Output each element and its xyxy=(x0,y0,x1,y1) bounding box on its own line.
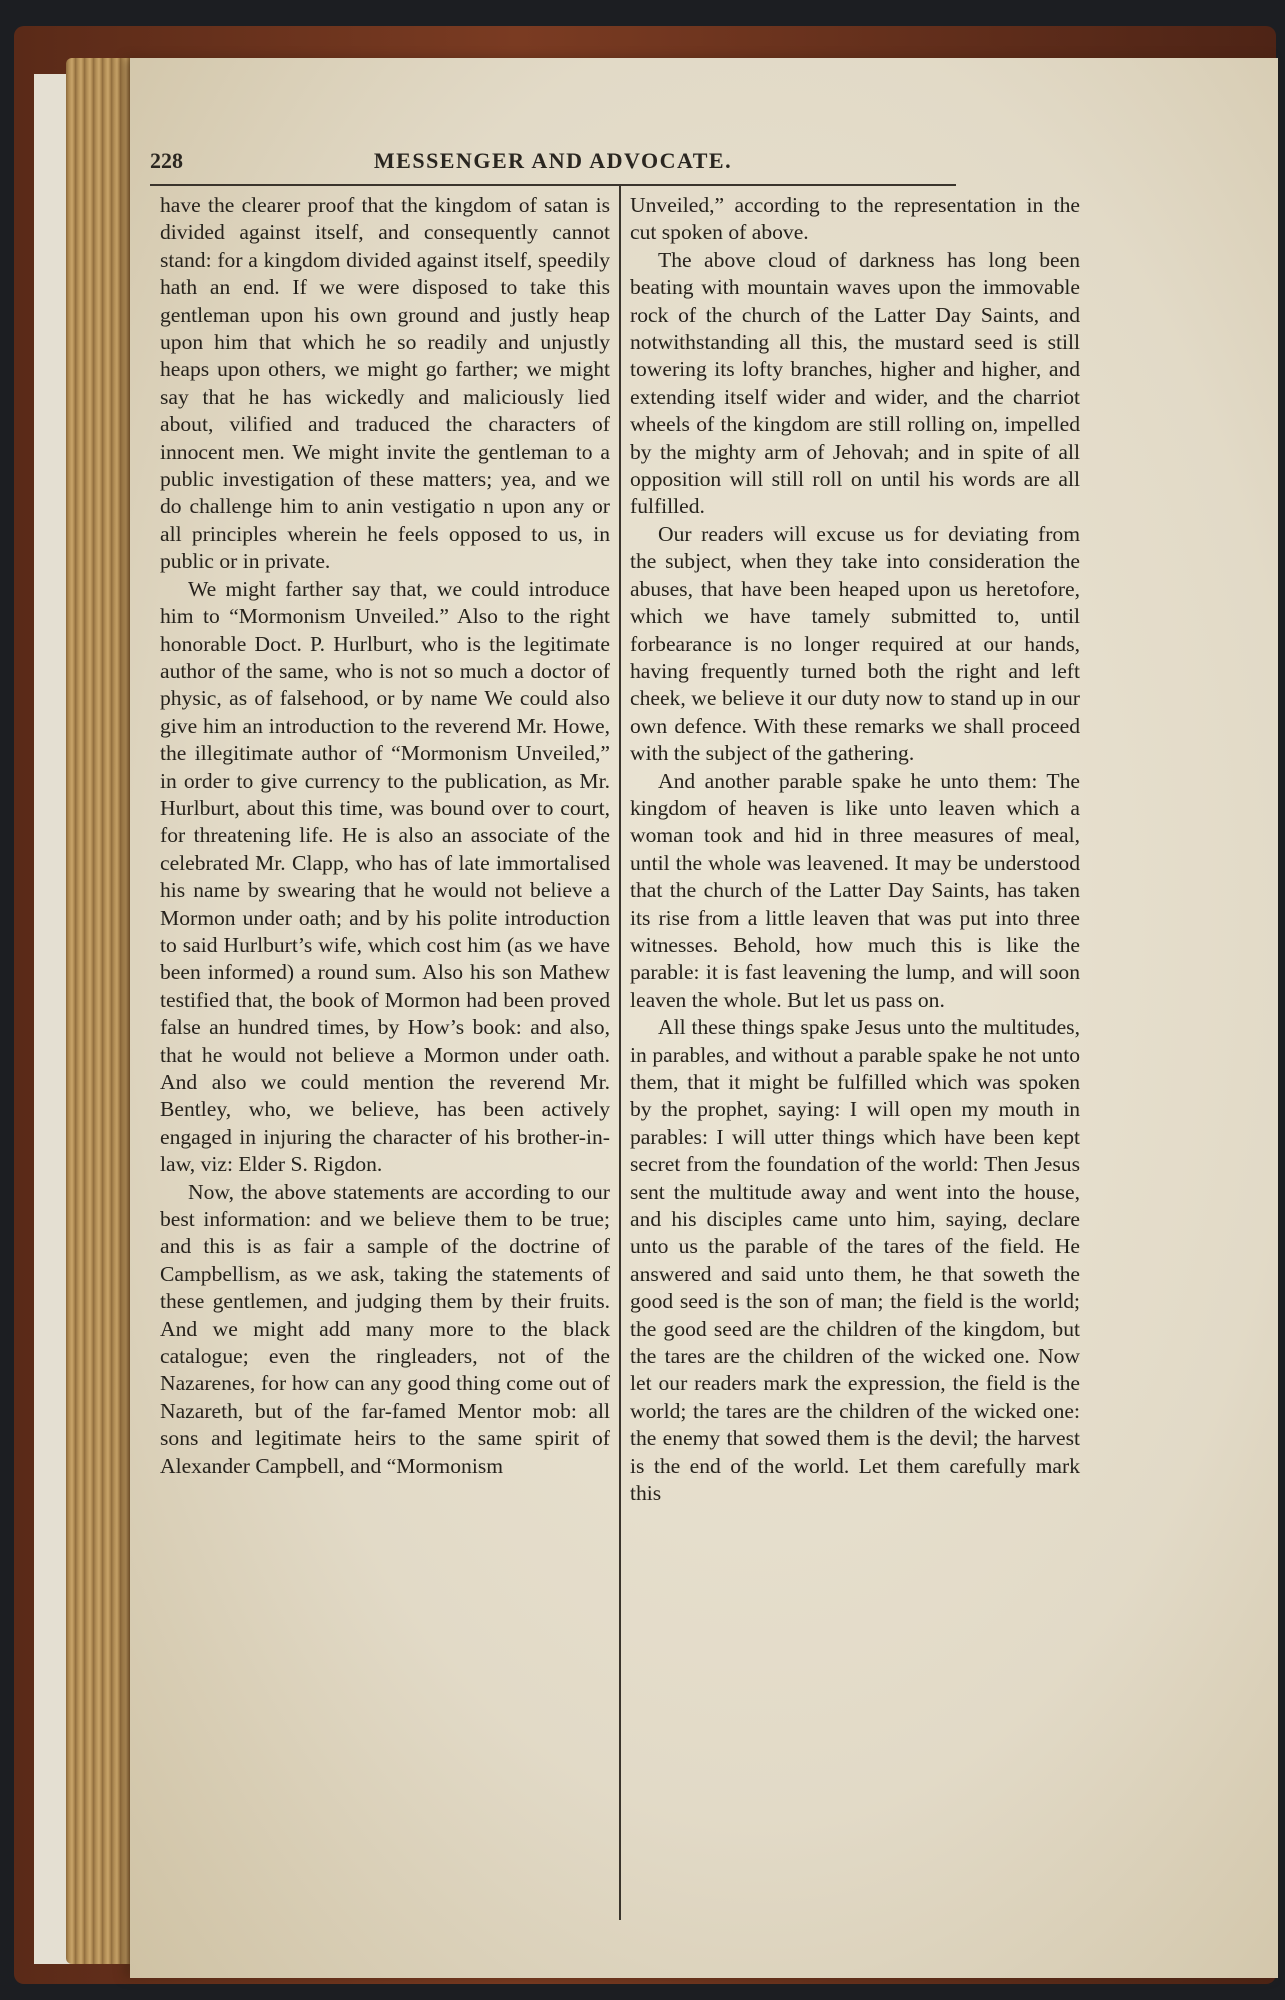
paragraph: And another parable spake he unto them: The kingdom of heaven is like unto leaven which a woman took and hid in three measures of meal, until the whole was leavened. It may be understood that the church of the Latter Day Saints, has taken its rise from a little leaven that was put into three witnesses. Behold, how much this is like the parable: it is fast leavening the lump, and will soon leaven the whole. But let us pass on. xyxy=(630,768,1080,1012)
right-column xyxy=(630,192,1080,1508)
paragraph: We might farther say that, we could introduce him to “Mormonism Unveiled.” Also to the right honorable Doct. P. Hurlburt, who is the legitimate author of the same, who is not so much a doctor of physic, as of falsehood, or by name We could also give him an introduction to the reverend Mr. Howe, the illegitimate author of “Mormonism Unveiled,” in order to give currency to the publication, as Mr. Hurlburt, about this time, was bound over to court, for threatening life. He is also an associate of the celebrated Mr. Clapp, who has of late immortalised his name by swearing that he would not believe a Mormon under oath; and by his polite introduction to said Hurlburt’s wife, which cost him (as we have been informed) a round sum. Also his son Mathew testified that, the book of Mormon had been proved false an hundred times, by How’s book: and also, that he would not believe a Mormon under oath. And also we could mention the reverend Mr. Bentley, who, we believe, has been actively engaged in injuring the character of his brother-in-law, viz: Elder S. Rigdon. xyxy=(160,576,610,1177)
paragraph: have the clearer proof that the kingdom of satan is divided against itself, and consequently cannot stand: for a kingdom divided against itself, speedily hath an end. If we were disposed to take this gentleman upon his own ground and justly heap upon him that which he so readily and unjustly heaps upon others, we might go farther; we might say that he has wickedly and maliciously lied about, vilified and traduced the characters of innocent men. We might invite the gentleman to a public investigation of these matters; yea, and we do challenge him to anin vestigatio n upon any or all principles wherein he feels opposed to us, in public or in private. xyxy=(160,193,610,574)
page-header xyxy=(150,148,956,182)
column-divider xyxy=(619,186,621,1920)
paragraph: Our readers will excuse us for deviating from the subject, when they take into consideration the abuses, that have been heaped upon us heretofore, which we have tamely submitted to, until forbearance is no longer required at our hands, having frequently turned both the right and left cheek, we believe it our duty now to stand up in our own defence. With these remarks we shall proceed with the subject of the gathering. xyxy=(630,521,1080,766)
left-column xyxy=(160,192,610,1480)
header-rule xyxy=(150,184,956,186)
paragraph: All these things spake Jesus unto the multitudes, in parables, and without a parable spake he not unto them, that it might be fulfilled which was spoken by the prophet, saying: I will open my mouth in parables: I will utter things which have been kept secret from the foundation of the world: Then Jesus sent the multitude away and went into the house, and his disciples came unto him, saying, declare unto us the parable of the tares of the field. He answered and said unto them, he that soweth the good seed is the son of man; the field is the world; the good seed are the children of the kingdom, but the tares are the children of the wicked one. Now let our readers mark the expression, the field is the world; the tares are the children of the wicked one: the enemy that sowed them is the devil; the harvest is the end of the world. Let them carefully mark this xyxy=(630,1015,1080,1506)
paragraph: Now, the above statements are according to our best information: and we believe them to be true; and this is as fair a sample of the doctrine of Campbellism, as we ask, taking the statements of these gentlemen, and judging them by their fruits. And we might add many more to the black catalogue; even the ringleaders, not of the Nazarenes, for how can any good thing come out of Nazareth, but of the far-famed Mentor mob: all sons and legitimate heirs to the same spirit of Alexander Campbell, and “Mormonism xyxy=(160,1179,610,1478)
paragraph: The above cloud of darkness has long been beating with mountain waves upon the immovable rock of the church of the Latter Day Saints, and notwithstanding all this, the mustard seed is still towering its lofty branches, higher and higher, and extending itself wider and wider, and the charriot wheels of the kingdom are still rolling on, impelled by the mighty arm of Jehovah; and in spite of all opposition will still roll on until his words are all fulfilled. xyxy=(630,247,1080,519)
running-title: MESSENGER AND ADVOCATE. xyxy=(373,148,733,173)
page-edge-stack xyxy=(66,58,136,1964)
paragraph: Unveiled,” according to the representation in the cut spoken of above. xyxy=(630,193,1080,245)
page-number: 228 xyxy=(150,148,183,173)
